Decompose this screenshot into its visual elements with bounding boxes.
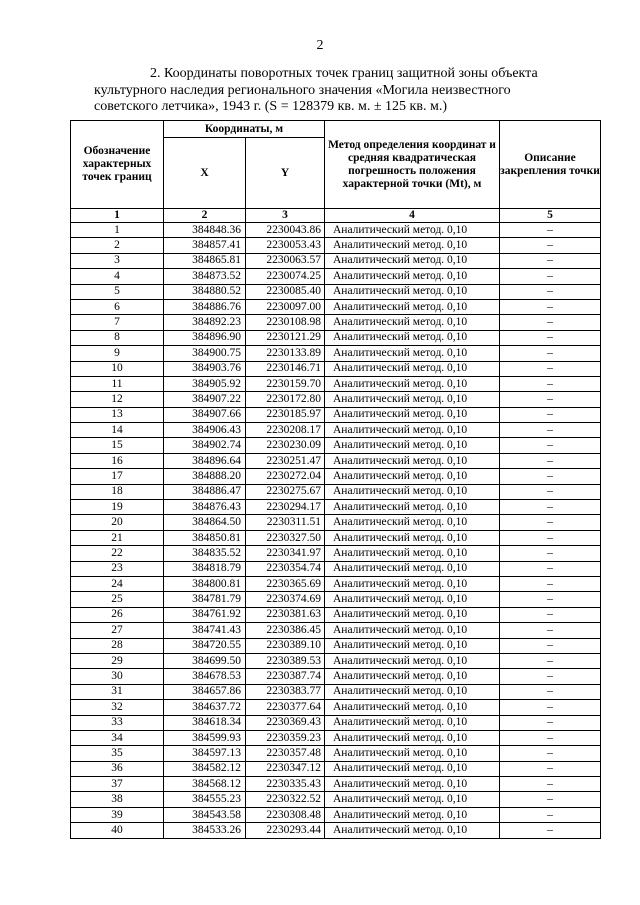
cell-y-coordinate: 2230381.63: [246, 607, 325, 622]
cell-description: –: [500, 653, 601, 668]
cell-y-coordinate: 2230146.71: [246, 361, 325, 376]
cell-x-coordinate: 384781.79: [164, 592, 246, 607]
cell-y-coordinate: 2230357.48: [246, 746, 325, 761]
cell-description: –: [500, 269, 601, 284]
table-body: [71, 223, 601, 839]
cell-method: Аналитический метод. 0,10: [325, 438, 500, 453]
cell-method: Аналитический метод. 0,10: [325, 746, 500, 761]
cell-y-coordinate: 2230327.50: [246, 530, 325, 545]
cell-y-coordinate: 2230272.04: [246, 469, 325, 484]
cell-y-coordinate: 2230043.86: [246, 223, 325, 238]
cell-x-coordinate: 384848.36: [164, 223, 246, 238]
cell-point-number: 31: [71, 684, 164, 699]
cell-y-coordinate: 2230294.17: [246, 500, 325, 515]
cell-point-number: 14: [71, 423, 164, 438]
cell-x-coordinate: 384886.47: [164, 484, 246, 499]
cell-description: –: [500, 669, 601, 684]
table-row: [71, 223, 601, 238]
cell-point-number: 15: [71, 438, 164, 453]
cell-point-number: 13: [71, 407, 164, 422]
cell-point-number: 3: [71, 253, 164, 268]
cell-x-coordinate: 384907.66: [164, 407, 246, 422]
cell-y-coordinate: 2230053.43: [246, 238, 325, 253]
cell-y-coordinate: 2230369.43: [246, 715, 325, 730]
cell-point-number: 7: [71, 315, 164, 330]
table-row: [71, 453, 601, 468]
cell-method: Аналитический метод. 0,10: [325, 253, 500, 268]
cell-x-coordinate: 384678.53: [164, 669, 246, 684]
cell-description: –: [500, 223, 601, 238]
table-row: [71, 376, 601, 391]
cell-x-coordinate: 384582.12: [164, 761, 246, 776]
cell-method: Аналитический метод. 0,10: [325, 807, 500, 822]
cell-x-coordinate: 384903.76: [164, 361, 246, 376]
cell-description: –: [500, 546, 601, 561]
cell-method: Аналитический метод. 0,10: [325, 638, 500, 653]
cell-point-number: 21: [71, 530, 164, 545]
header-coordinates: Координаты, м: [164, 121, 325, 138]
cell-point-number: 40: [71, 823, 164, 838]
table-row: [71, 700, 601, 715]
cell-method: Аналитический метод. 0,10: [325, 576, 500, 591]
table-row: [71, 730, 601, 745]
cell-point-number: 9: [71, 346, 164, 361]
cell-point-number: 12: [71, 392, 164, 407]
cell-point-number: 10: [71, 361, 164, 376]
cell-point-number: 8: [71, 330, 164, 345]
table-row: [71, 561, 601, 576]
cell-method: Аналитический метод. 0,10: [325, 715, 500, 730]
cell-description: –: [500, 392, 601, 407]
table-row: [71, 469, 601, 484]
cell-method: Аналитический метод. 0,10: [325, 777, 500, 792]
page-number: 2: [316, 38, 324, 53]
cell-x-coordinate: 384637.72: [164, 700, 246, 715]
cell-point-number: 32: [71, 700, 164, 715]
cell-method: Аналитический метод. 0,10: [325, 407, 500, 422]
header-x: X: [164, 138, 246, 209]
cell-y-coordinate: 2230063.57: [246, 253, 325, 268]
cell-x-coordinate: 384543.58: [164, 807, 246, 822]
section-heading: [94, 66, 580, 116]
table-row: [71, 361, 601, 376]
table-row: [71, 392, 601, 407]
cell-point-number: 11: [71, 376, 164, 391]
cell-x-coordinate: 384906.43: [164, 423, 246, 438]
cell-point-number: 39: [71, 807, 164, 822]
cell-description: –: [500, 376, 601, 391]
cell-y-coordinate: 2230335.43: [246, 777, 325, 792]
cell-x-coordinate: 384905.92: [164, 376, 246, 391]
cell-y-coordinate: 2230322.52: [246, 792, 325, 807]
cell-method: Аналитический метод. 0,10: [325, 423, 500, 438]
table-row: [71, 638, 601, 653]
cell-y-coordinate: 2230347.12: [246, 761, 325, 776]
cell-y-coordinate: 2230359.23: [246, 730, 325, 745]
cell-description: –: [500, 823, 601, 838]
table-row: [71, 299, 601, 314]
cell-point-number: 30: [71, 669, 164, 684]
column-number-4: 4: [325, 209, 500, 223]
cell-method: Аналитический метод. 0,10: [325, 376, 500, 391]
cell-description: –: [500, 807, 601, 822]
cell-method: Аналитический метод. 0,10: [325, 330, 500, 345]
cell-x-coordinate: 384699.50: [164, 653, 246, 668]
cell-point-number: 24: [71, 576, 164, 591]
cell-description: –: [500, 423, 601, 438]
cell-x-coordinate: 384886.76: [164, 299, 246, 314]
cell-x-coordinate: 384865.81: [164, 253, 246, 268]
table-row: [71, 653, 601, 668]
table-row: [71, 315, 601, 330]
table-row: [71, 238, 601, 253]
cell-point-number: 23: [71, 561, 164, 576]
cell-description: –: [500, 792, 601, 807]
table-row: [71, 500, 601, 515]
cell-point-number: 36: [71, 761, 164, 776]
cell-point-number: 4: [71, 269, 164, 284]
cell-method: Аналитический метод. 0,10: [325, 607, 500, 622]
cell-point-number: 5: [71, 284, 164, 299]
cell-method: Аналитический метод. 0,10: [325, 453, 500, 468]
cell-description: –: [500, 746, 601, 761]
cell-method: Аналитический метод. 0,10: [325, 592, 500, 607]
cell-y-coordinate: 2230386.45: [246, 623, 325, 638]
cell-y-coordinate: 2230383.77: [246, 684, 325, 699]
cell-description: –: [500, 607, 601, 622]
cell-description: –: [500, 438, 601, 453]
table-row: [71, 530, 601, 545]
cell-x-coordinate: 384618.34: [164, 715, 246, 730]
cell-description: –: [500, 730, 601, 745]
cell-method: Аналитический метод. 0,10: [325, 823, 500, 838]
table-row: [71, 253, 601, 268]
cell-point-number: 16: [71, 453, 164, 468]
cell-x-coordinate: 384599.93: [164, 730, 246, 745]
cell-description: –: [500, 484, 601, 499]
cell-point-number: 26: [71, 607, 164, 622]
cell-method: Аналитический метод. 0,10: [325, 392, 500, 407]
cell-y-coordinate: 2230354.74: [246, 561, 325, 576]
cell-point-number: 28: [71, 638, 164, 653]
cell-x-coordinate: 384720.55: [164, 638, 246, 653]
cell-y-coordinate: 2230293.44: [246, 823, 325, 838]
cell-description: –: [500, 515, 601, 530]
cell-description: –: [500, 638, 601, 653]
cell-x-coordinate: 384876.43: [164, 500, 246, 515]
table-row: [71, 515, 601, 530]
cell-point-number: 27: [71, 623, 164, 638]
cell-description: –: [500, 346, 601, 361]
cell-method: Аналитический метод. 0,10: [325, 761, 500, 776]
table-row: [71, 607, 601, 622]
cell-point-number: 19: [71, 500, 164, 515]
cell-point-number: 37: [71, 777, 164, 792]
cell-description: –: [500, 777, 601, 792]
cell-x-coordinate: 384880.52: [164, 284, 246, 299]
cell-method: Аналитический метод. 0,10: [325, 238, 500, 253]
cell-y-coordinate: 2230208.17: [246, 423, 325, 438]
table-row: [71, 284, 601, 299]
table-row: [71, 407, 601, 422]
cell-x-coordinate: 384741.43: [164, 623, 246, 638]
cell-method: Аналитический метод. 0,10: [325, 500, 500, 515]
cell-y-coordinate: 2230133.89: [246, 346, 325, 361]
cell-y-coordinate: 2230275.67: [246, 484, 325, 499]
column-number-5: 5: [500, 209, 601, 223]
cell-method: Аналитический метод. 0,10: [325, 561, 500, 576]
cell-x-coordinate: 384896.90: [164, 330, 246, 345]
cell-x-coordinate: 384857.41: [164, 238, 246, 253]
cell-y-coordinate: 2230159.70: [246, 376, 325, 391]
cell-method: Аналитический метод. 0,10: [325, 269, 500, 284]
cell-x-coordinate: 384888.20: [164, 469, 246, 484]
cell-y-coordinate: 2230185.97: [246, 407, 325, 422]
cell-y-coordinate: 2230341.97: [246, 546, 325, 561]
cell-y-coordinate: 2230172.80: [246, 392, 325, 407]
cell-x-coordinate: 384555.23: [164, 792, 246, 807]
cell-method: Аналитический метод. 0,10: [325, 700, 500, 715]
cell-y-coordinate: 2230251.47: [246, 453, 325, 468]
cell-point-number: 22: [71, 546, 164, 561]
cell-method: Аналитический метод. 0,10: [325, 684, 500, 699]
cell-method: Аналитический метод. 0,10: [325, 623, 500, 638]
column-number-3: 3: [246, 209, 325, 223]
table-row: [71, 684, 601, 699]
cell-description: –: [500, 284, 601, 299]
cell-description: –: [500, 315, 601, 330]
cell-description: –: [500, 299, 601, 314]
cell-y-coordinate: 2230365.69: [246, 576, 325, 591]
cell-x-coordinate: 384597.13: [164, 746, 246, 761]
cell-y-coordinate: 2230377.64: [246, 700, 325, 715]
table-row: [71, 438, 601, 453]
cell-y-coordinate: 2230108.98: [246, 315, 325, 330]
cell-point-number: 1: [71, 223, 164, 238]
cell-method: Аналитический метод. 0,10: [325, 792, 500, 807]
cell-point-number: 18: [71, 484, 164, 499]
cell-method: Аналитический метод. 0,10: [325, 546, 500, 561]
table-row: [71, 823, 601, 838]
cell-x-coordinate: 384568.12: [164, 777, 246, 792]
cell-y-coordinate: 2230387.74: [246, 669, 325, 684]
column-number-1: 1: [71, 209, 164, 223]
cell-y-coordinate: 2230121.29: [246, 330, 325, 345]
cell-description: –: [500, 700, 601, 715]
cell-method: Аналитический метод. 0,10: [325, 515, 500, 530]
cell-point-number: 6: [71, 299, 164, 314]
table-row: [71, 346, 601, 361]
cell-description: –: [500, 453, 601, 468]
cell-method: Аналитический метод. 0,10: [325, 223, 500, 238]
table-row: [71, 807, 601, 822]
header-y: Y: [246, 138, 325, 209]
cell-x-coordinate: 384896.64: [164, 453, 246, 468]
cell-x-coordinate: 384902.74: [164, 438, 246, 453]
cell-point-number: 20: [71, 515, 164, 530]
cell-point-number: 25: [71, 592, 164, 607]
table-row: [71, 761, 601, 776]
table-row: [71, 592, 601, 607]
table-row: [71, 423, 601, 438]
cell-x-coordinate: 384900.75: [164, 346, 246, 361]
cell-x-coordinate: 384761.92: [164, 607, 246, 622]
heading-line-3: советского летчика», 1943 г. (S = 128379 кв. м. ± 125 кв. м.): [94, 99, 447, 114]
cell-point-number: 38: [71, 792, 164, 807]
cell-x-coordinate: 384907.22: [164, 392, 246, 407]
cell-y-coordinate: 2230389.53: [246, 653, 325, 668]
cell-description: –: [500, 684, 601, 699]
cell-x-coordinate: 384818.79: [164, 561, 246, 576]
cell-y-coordinate: 2230308.48: [246, 807, 325, 822]
coordinates-table: [70, 120, 601, 839]
cell-method: Аналитический метод. 0,10: [325, 484, 500, 499]
table-row: [71, 576, 601, 591]
cell-method: Аналитический метод. 0,10: [325, 669, 500, 684]
cell-description: –: [500, 238, 601, 253]
cell-description: –: [500, 253, 601, 268]
cell-point-number: 35: [71, 746, 164, 761]
table-row: [71, 669, 601, 684]
heading-line-2: культурного наследия регионального значения «Могила неизвестного: [94, 82, 511, 98]
cell-x-coordinate: 384657.86: [164, 684, 246, 699]
table-row: [71, 715, 601, 730]
header-description: Описание закрепления точки: [500, 121, 601, 209]
cell-x-coordinate: 384864.50: [164, 515, 246, 530]
cell-x-coordinate: 384873.52: [164, 269, 246, 284]
cell-description: –: [500, 330, 601, 345]
table-row: [71, 777, 601, 792]
cell-point-number: 33: [71, 715, 164, 730]
cell-method: Аналитический метод. 0,10: [325, 315, 500, 330]
cell-method: Аналитический метод. 0,10: [325, 653, 500, 668]
cell-point-number: 29: [71, 653, 164, 668]
table-row: [71, 330, 601, 345]
cell-point-number: 17: [71, 469, 164, 484]
cell-y-coordinate: 2230074.25: [246, 269, 325, 284]
cell-description: –: [500, 715, 601, 730]
cell-method: Аналитический метод. 0,10: [325, 284, 500, 299]
cell-y-coordinate: 2230085.40: [246, 284, 325, 299]
header-method: Метод определения координат и средняя квадратическая погрешность положения характерной точки (Mt), м: [325, 121, 500, 209]
cell-x-coordinate: 384835.52: [164, 546, 246, 561]
cell-description: –: [500, 407, 601, 422]
cell-method: Аналитический метод. 0,10: [325, 730, 500, 745]
cell-x-coordinate: 384800.81: [164, 576, 246, 591]
column-number-2: 2: [164, 209, 246, 223]
cell-y-coordinate: 2230374.69: [246, 592, 325, 607]
table-row: [71, 269, 601, 284]
cell-method: Аналитический метод. 0,10: [325, 299, 500, 314]
cell-x-coordinate: 384850.81: [164, 530, 246, 545]
cell-description: –: [500, 623, 601, 638]
cell-description: –: [500, 469, 601, 484]
cell-point-number: 2: [71, 238, 164, 253]
table-row: [71, 546, 601, 561]
cell-y-coordinate: 2230097.00: [246, 299, 325, 314]
cell-y-coordinate: 2230230.09: [246, 438, 325, 453]
table-row: [71, 484, 601, 499]
cell-description: –: [500, 361, 601, 376]
table-row: [71, 623, 601, 638]
header-designation: Обозначение характерных точек границ: [71, 121, 164, 209]
cell-method: Аналитический метод. 0,10: [325, 530, 500, 545]
cell-description: –: [500, 761, 601, 776]
cell-description: –: [500, 500, 601, 515]
cell-description: –: [500, 592, 601, 607]
cell-method: Аналитический метод. 0,10: [325, 361, 500, 376]
table-row: [71, 746, 601, 761]
cell-x-coordinate: 384533.26: [164, 823, 246, 838]
cell-y-coordinate: 2230311.51: [246, 515, 325, 530]
cell-point-number: 34: [71, 730, 164, 745]
cell-description: –: [500, 530, 601, 545]
cell-description: –: [500, 561, 601, 576]
cell-method: Аналитический метод. 0,10: [325, 469, 500, 484]
cell-description: –: [500, 576, 601, 591]
cell-method: Аналитический метод. 0,10: [325, 346, 500, 361]
table-row: [71, 792, 601, 807]
heading-line-1: 2. Координаты поворотных точек границ защитной зоны объекта: [150, 66, 538, 81]
cell-y-coordinate: 2230389.10: [246, 638, 325, 653]
cell-x-coordinate: 384892.23: [164, 315, 246, 330]
